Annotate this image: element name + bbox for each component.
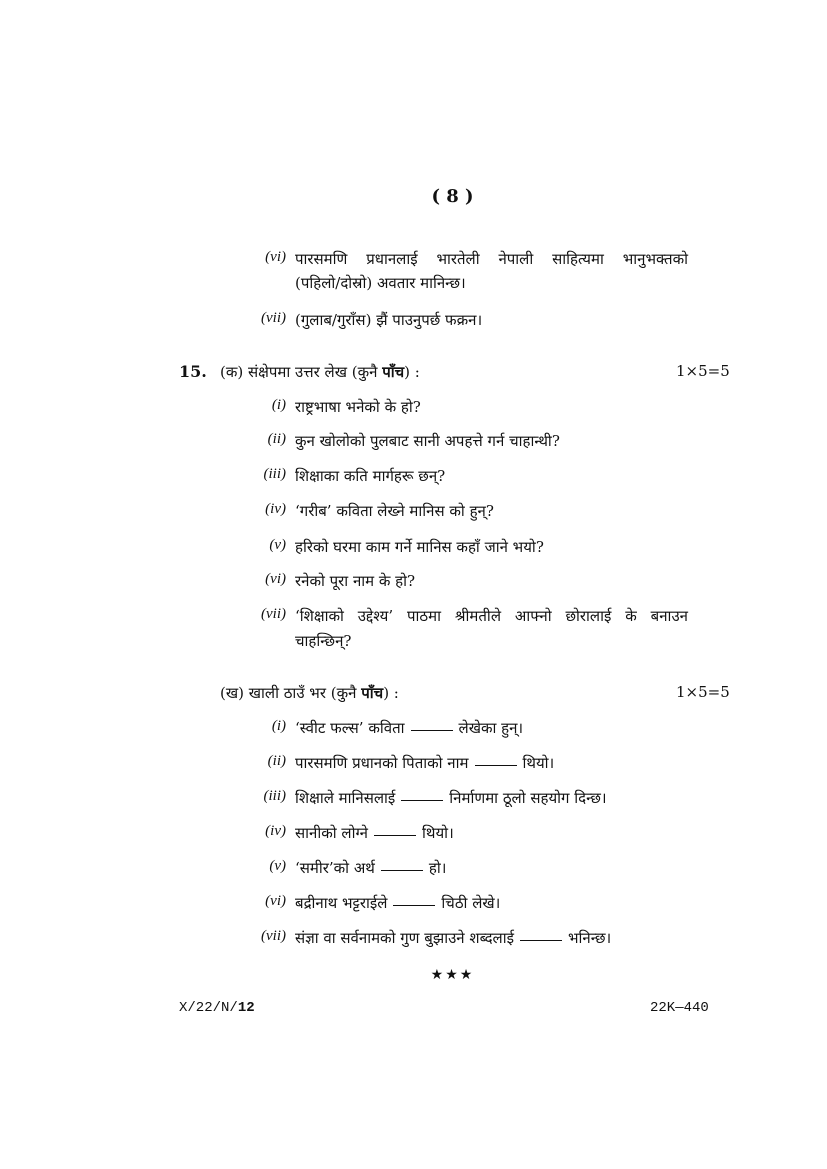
item-number: (iii) — [263, 466, 286, 482]
blank-line — [411, 729, 453, 731]
blank-line — [520, 939, 562, 941]
item-number: (vi) — [265, 249, 286, 265]
part-b-label — [220, 683, 399, 703]
text-before: पारसमणि प्रधानको पिताको नाम — [295, 754, 469, 772]
text-before: ‘समीर’को अर्थ — [295, 859, 375, 877]
part-a-label — [220, 362, 420, 382]
blank-line — [401, 799, 443, 801]
item-text: शिक्षाका कति मार्गहरू छन्? — [295, 467, 446, 485]
blank-line — [381, 869, 423, 871]
item-number: (i) — [271, 718, 286, 734]
text-after: चिठी लेखे। — [441, 894, 501, 912]
text-after: लेखेका हुन्। — [458, 719, 524, 737]
label-suffix: ) : — [383, 684, 399, 702]
item-text: ‘शिक्षाको उद्देश्य’ पाठमा श्रीमतीले आफ्नो छोरालाई के बनाउन — [295, 607, 688, 625]
label-bold: पाँच — [382, 363, 405, 381]
blank-item — [295, 718, 523, 738]
end-stars: ★★★ — [430, 967, 475, 983]
footer-code-text: X/22/N/ — [179, 1000, 238, 1016]
text-after: थियो। — [422, 824, 454, 842]
text-after: निर्माणमा ठूलो सहयोग दिन्छ। — [449, 789, 607, 807]
blank-line — [475, 764, 517, 766]
blank-item — [295, 823, 454, 843]
label-text: (क) संक्षेपमा उत्तर लेख (कुनै — [220, 363, 378, 381]
label-bold: पाँच — [361, 684, 384, 702]
text-before: शिक्षाले मानिसलाई — [295, 789, 396, 807]
text-before: बद्रीनाथ भट्टराईले — [295, 894, 388, 912]
item-number: (iv) — [265, 823, 286, 839]
blank-line — [393, 904, 435, 906]
item-number: (vii) — [261, 606, 286, 622]
footer-code-bold: 12 — [237, 1000, 255, 1016]
blank-item — [295, 928, 611, 948]
item-text-continued: चाहन्छिन्? — [295, 632, 352, 650]
item-number: (ii) — [267, 753, 286, 769]
item-number: (iii) — [263, 788, 286, 804]
item-number: (ii) — [267, 431, 286, 447]
item-text: ‘गरीब’ कविता लेख्ने मानिस को हुन्? — [295, 502, 494, 520]
item-text: कुन खोलोको पुलबाट सानी अपहत्ते गर्न चाहान्थी? — [295, 432, 560, 450]
footer-code-left — [179, 1000, 255, 1016]
marks: 1×5=5 — [676, 362, 730, 380]
item-number: (vi) — [265, 571, 286, 587]
item-text: (गुलाब/गुराँस) झैं पाउनुपर्छ फक्रन। — [295, 311, 483, 329]
item-number: (vii) — [261, 310, 286, 326]
label-suffix: ) : — [404, 363, 420, 381]
text-after: भनिन्छ। — [567, 929, 612, 947]
page-number: ( 8 ) — [431, 186, 474, 207]
item-number: (v) — [269, 858, 286, 874]
blank-item — [295, 858, 446, 878]
item-text: राष्ट्रभाषा भनेको के हो? — [295, 398, 421, 416]
blank-item — [295, 753, 554, 773]
item-number: (v) — [269, 537, 286, 553]
question-number: 15. — [179, 362, 207, 381]
text-before: सानीको लोग्ने — [295, 824, 369, 842]
item-text: रनेको पूरा नाम के हो? — [295, 572, 416, 590]
item-text: हरिको घरमा काम गर्ने मानिस कहाँ जाने भयो? — [295, 538, 544, 556]
item-number: (iv) — [265, 501, 286, 517]
item-text: पारसमणि प्रधानलाई भारतेली नेपाली साहित्यमा भानुभक्तको — [295, 250, 688, 268]
item-number: (vi) — [265, 893, 286, 909]
blank-item — [295, 788, 607, 808]
item-number: (i) — [271, 397, 286, 413]
text-before: संज्ञा वा सर्वनामको गुण बुझाउने शब्दलाई — [295, 929, 514, 947]
blank-line — [374, 834, 416, 836]
item-number: (vii) — [261, 928, 286, 944]
text-after: थियो। — [522, 754, 555, 772]
text-before: ‘स्वीट फल्स’ कविता — [295, 719, 405, 737]
footer-code-right: 22K—440 — [650, 1000, 709, 1016]
item-text-continued: (पहिलो/दोस्रो) अवतार मानिन्छ। — [295, 274, 466, 292]
text-after: हो। — [428, 859, 447, 877]
blank-item — [295, 893, 500, 913]
label-text: (ख) खाली ठाउँ भर (कुनै — [220, 684, 357, 702]
marks: 1×5=5 — [676, 683, 730, 701]
